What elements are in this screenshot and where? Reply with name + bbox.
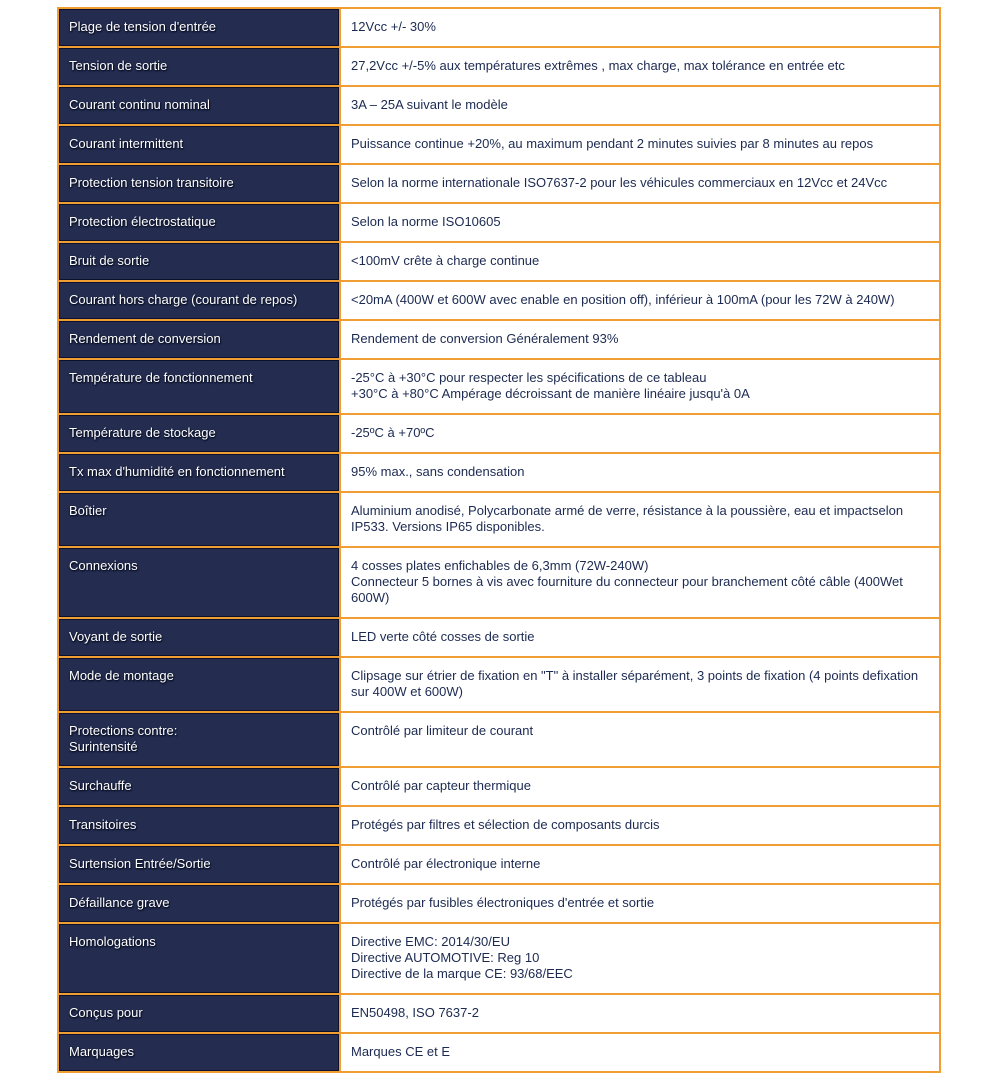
table-row [58,884,940,923]
spec-table-body [58,8,940,1072]
table-row [58,1033,940,1072]
spec-value: Contrôlé par limiteur de courant [340,712,940,767]
table-row [58,712,940,767]
table-row [58,845,940,884]
spec-label: Connexions [58,547,340,618]
table-row [58,414,940,453]
spec-value: Directive EMC: 2014/30/EU Directive AUTOMOTIVE: Reg 10 Directive de la marque CE: 93/68/EEC [340,923,940,994]
table-row [58,453,940,492]
spec-table [57,7,941,1073]
table-row [58,618,940,657]
spec-label: Surchauffe [58,767,340,806]
spec-value: Clipsage sur étrier de fixation en "T" à installer séparément, 3 points de fixation (4 points defixation sur 400W et 600W) [340,657,940,712]
spec-value: Selon la norme internationale ISO7637-2 pour les véhicules commerciaux en 12Vcc et 24Vcc [340,164,940,203]
table-row [58,320,940,359]
spec-label: Courant continu nominal [58,86,340,125]
spec-value: 95% max., sans condensation [340,453,940,492]
spec-label: Mode de montage [58,657,340,712]
spec-sheet [57,7,941,1073]
spec-value: <100mV crête à charge continue [340,242,940,281]
spec-label: Surtension Entrée/Sortie [58,845,340,884]
spec-label: Boîtier [58,492,340,547]
spec-label: Protection tension transitoire [58,164,340,203]
spec-value: Aluminium anodisé, Polycarbonate armé de verre, résistance à la poussière, eau et impactselon IP533. Versions IP65 disponibles. [340,492,940,547]
table-row [58,359,940,414]
spec-label: Homologations [58,923,340,994]
spec-label: Défaillance grave [58,884,340,923]
spec-value: 27,2Vcc +/-5% aux températures extrêmes , max charge, max tolérance en entrée etc [340,47,940,86]
table-row [58,242,940,281]
spec-label: Rendement de conversion [58,320,340,359]
spec-label: Courant intermittent [58,125,340,164]
spec-value: 3A – 25A suivant le modèle [340,86,940,125]
spec-value: Marques CE et E [340,1033,940,1072]
spec-label: Courant hors charge (courant de repos) [58,281,340,320]
table-row [58,492,940,547]
table-row [58,767,940,806]
spec-value: Rendement de conversion Généralement 93% [340,320,940,359]
table-row [58,806,940,845]
spec-label: Bruit de sortie [58,242,340,281]
table-row [58,657,940,712]
spec-value: Puissance continue +20%, au maximum pendant 2 minutes suivies par 8 minutes au repos [340,125,940,164]
table-row [58,86,940,125]
table-row [58,164,940,203]
spec-value: <20mA (400W et 600W avec enable en position off), inférieur à 100mA (pour les 72W à 240W) [340,281,940,320]
spec-label: Protections contre: Surintensité [58,712,340,767]
spec-value: -25ºC à +70ºC [340,414,940,453]
table-row [58,281,940,320]
spec-label: Marquages [58,1033,340,1072]
spec-value: LED verte côté cosses de sortie [340,618,940,657]
spec-value: Contrôlé par électronique interne [340,845,940,884]
spec-label: Tx max d'humidité en fonctionnement [58,453,340,492]
table-row [58,923,940,994]
spec-label: Transitoires [58,806,340,845]
spec-label: Voyant de sortie [58,618,340,657]
spec-value: Protégés par filtres et sélection de composants durcis [340,806,940,845]
spec-value: Protégés par fusibles électroniques d'entrée et sortie [340,884,940,923]
table-row [58,203,940,242]
spec-label: Température de stockage [58,414,340,453]
spec-value: 12Vcc +/- 30% [340,8,940,47]
spec-label: Température de fonctionnement [58,359,340,414]
spec-label: Protection électrostatique [58,203,340,242]
table-row [58,47,940,86]
spec-label: Conçus pour [58,994,340,1033]
table-row [58,547,940,618]
spec-value: Contrôlé par capteur thermique [340,767,940,806]
spec-value: EN50498, ISO 7637-2 [340,994,940,1033]
spec-value: -25°C à +30°C pour respecter les spécifications de ce tableau +30°C à +80°C Ampérage décroissant de manière linéaire jusqu'à 0A [340,359,940,414]
spec-value: Selon la norme ISO10605 [340,203,940,242]
spec-value: 4 cosses plates enfichables de 6,3mm (72W-240W) Connecteur 5 bornes à vis avec fourniture du connecteur pour branchement côté câble (400Wet 600W) [340,547,940,618]
table-row [58,125,940,164]
spec-label: Plage de tension d'entrée [58,8,340,47]
spec-label: Tension de sortie [58,47,340,86]
table-row [58,8,940,47]
